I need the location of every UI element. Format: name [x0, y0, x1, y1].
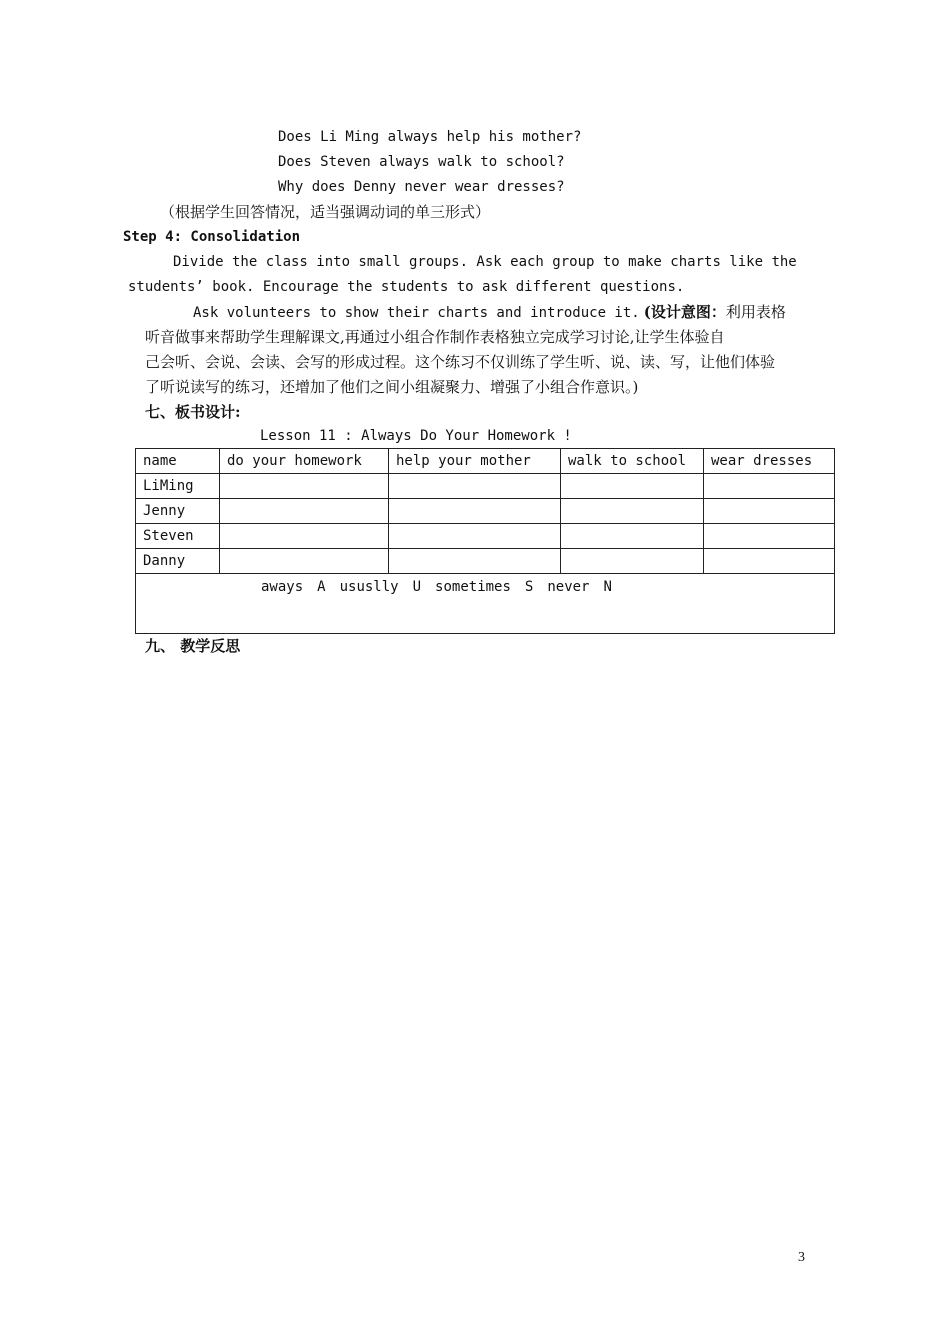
legend-code-a: A — [317, 579, 326, 595]
volunteer-instruction: Ask volunteers to show their charts and introduce it. — [193, 305, 640, 321]
table-cell — [220, 499, 389, 524]
table-row — [136, 474, 835, 499]
legend-code-s: S — [524, 579, 534, 595]
step4-para1-line2: students’ book. Encourage the students to ask different questions. — [128, 279, 685, 295]
table-header-row — [136, 449, 835, 474]
row-name-cell: Jenny — [136, 499, 220, 524]
section9-heading: 九、 教学反思 — [145, 637, 241, 655]
legend-word-always: aways — [261, 579, 304, 595]
table-cell — [704, 549, 835, 574]
design-intent-text-3: 己会听、会说、会读、会写的形成过程。这个练习不仅训练了学生听、说、读、写，让他们体验 — [145, 353, 776, 371]
design-intent-label: (设计意图： — [643, 303, 726, 321]
legend-cell — [136, 574, 835, 634]
step4-para1-line1: Divide the class into small groups. Ask each group to make charts like the — [173, 254, 797, 270]
legend-code-u: U — [412, 579, 422, 595]
legend-word-never: never — [547, 579, 590, 595]
board-design-table — [135, 448, 835, 634]
table-row — [136, 549, 835, 574]
row-name-cell: Danny — [136, 549, 220, 574]
step4-para2-line1 — [193, 302, 786, 323]
design-intent-text-4: 了听说读写的练习，还增加了他们之间小组凝聚力、增强了小组合作意识。) — [145, 378, 639, 396]
table-row — [136, 524, 835, 549]
table-cell — [220, 524, 389, 549]
legend-row — [136, 574, 835, 634]
table-cell — [561, 549, 704, 574]
teaching-note: （根据学生回答情况，适当强调动词的单三形式） — [160, 203, 491, 221]
design-intent-text-2: 听音做事来帮助学生理解课文,再通过小组合作制作表格独立完成学习讨论,让学生体验自 — [145, 328, 725, 346]
legend-word-sometimes: sometimes — [435, 579, 511, 595]
table-cell — [704, 474, 835, 499]
legend-word-usually: ususlly — [339, 579, 399, 595]
table-cell — [220, 549, 389, 574]
header-wear-dresses: wear dresses — [704, 449, 835, 474]
header-homework: do your homework — [220, 449, 389, 474]
table-cell — [561, 499, 704, 524]
question-1: Does Li Ming always help his mother? — [278, 129, 582, 145]
table-cell — [704, 524, 835, 549]
table-cell — [561, 524, 704, 549]
table-cell — [389, 549, 561, 574]
table-cell — [561, 474, 704, 499]
step4-heading: Step 4: Consolidation — [123, 229, 301, 245]
section7-heading: 七、板书设计: — [145, 403, 241, 421]
table-cell — [220, 474, 389, 499]
table-row — [136, 499, 835, 524]
row-name-cell: LiMing — [136, 474, 220, 499]
question-3: Why does Denny never wear dresses? — [278, 179, 565, 195]
question-2: Does Steven always walk to school? — [278, 154, 565, 170]
design-intent-text-1: 利用表格 — [725, 303, 786, 321]
header-name: name — [136, 449, 220, 474]
row-name-cell: Steven — [136, 524, 220, 549]
table-cell — [704, 499, 835, 524]
header-walk-school: walk to school — [561, 449, 704, 474]
header-help-mother: help your mother — [389, 449, 561, 474]
lesson-title: Lesson 11 : Always Do Your Homework ! — [260, 428, 572, 444]
table-cell — [389, 524, 561, 549]
frequency-legend — [261, 579, 834, 595]
page-number: 3 — [798, 1250, 805, 1265]
legend-code-n: N — [603, 579, 612, 595]
table-cell — [389, 474, 561, 499]
table-cell — [389, 499, 561, 524]
